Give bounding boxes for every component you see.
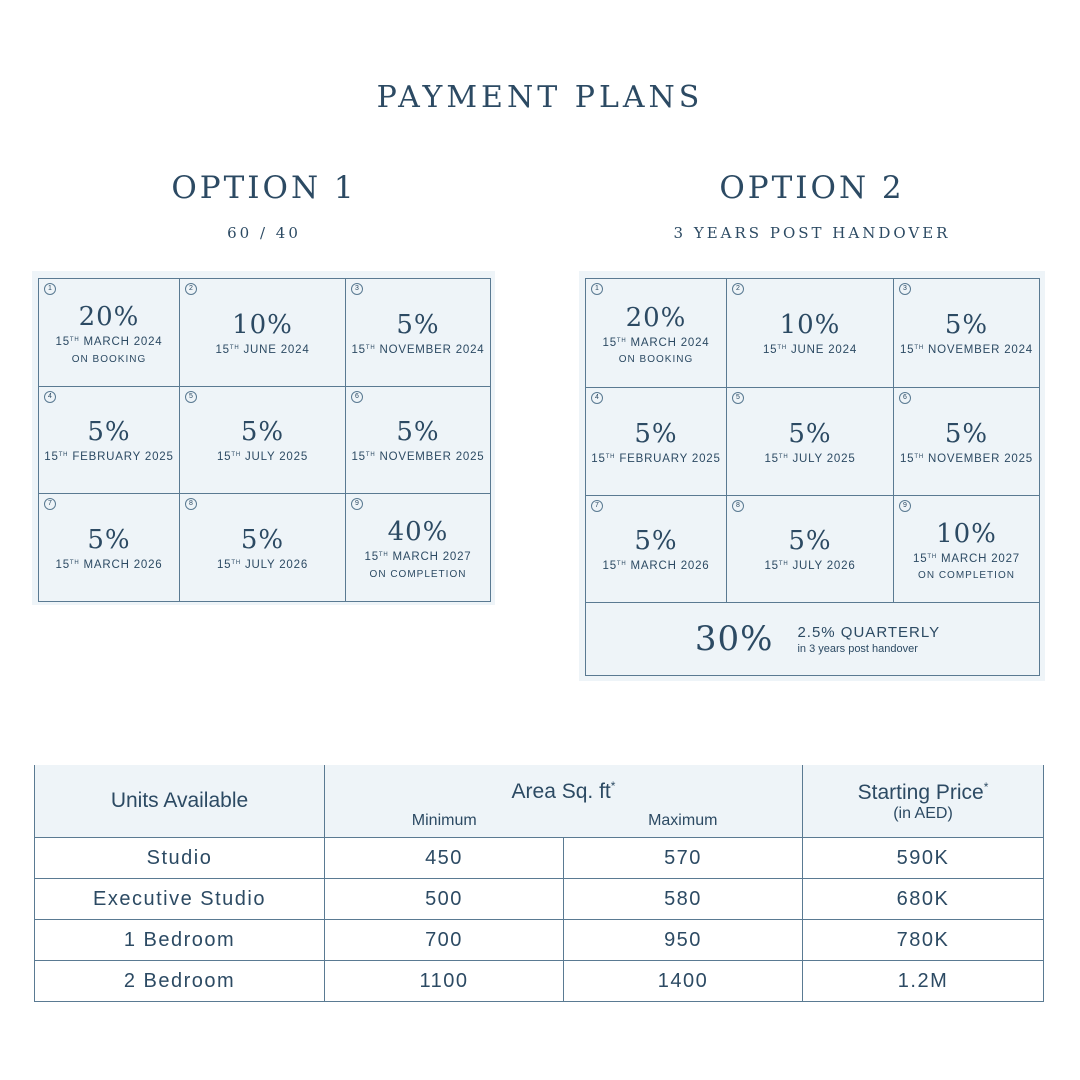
payment-cell [727,388,894,496]
starting-price-cell: 1.2M [803,961,1044,1002]
payment-ordinal: TH [69,337,80,344]
payment-note: ON COMPLETION [918,570,1015,582]
payment-percent: 5% [240,524,285,555]
payment-date [763,344,857,358]
payment-date [217,451,308,465]
payment-cell [727,496,894,603]
payment-cell [346,387,490,494]
payment-percent: 10% [779,310,841,341]
table-row [35,838,1044,879]
payment-ordinal: TH [69,559,80,566]
payment-day: 15 [764,560,779,573]
payment-percent: 5% [396,417,440,448]
payment-month-year: FEBRUARY 2025 [619,452,721,465]
payment-ordinal: TH [616,337,627,344]
payment-month-year: JULY 2025 [244,451,309,464]
payment-date [217,559,308,573]
step-number-badge: 4 [591,392,603,404]
table-row [35,961,1044,1002]
starting-price-header [803,765,1044,838]
payment-ordinal: TH [777,345,787,352]
payment-day: 15 [602,336,617,349]
step-number-badge: 3 [351,283,363,295]
payment-date [603,337,710,351]
payment-cell [586,279,727,388]
payment-percent: 5% [396,309,440,340]
payment-date [764,453,855,467]
payment-month-year: JULY 2026 [792,560,856,573]
payment-percent: 20% [78,302,140,333]
step-number-badge: 1 [591,283,603,295]
payment-ordinal: TH [229,344,240,351]
max-area-cell: 580 [564,879,803,920]
payment-ordinal: TH [778,453,789,460]
payment-ordinal: TH [365,344,376,351]
post-handover-percent: 30% [694,619,774,659]
starting-price-cell: 680K [803,879,1044,920]
unit-type-cell: Executive Studio [35,879,325,920]
unit-type-cell: 1 Bedroom [35,920,325,961]
step-number-badge: 9 [899,500,911,512]
max-area-cell: 1400 [564,961,803,1002]
option2-title: OPTION 2 [719,170,905,206]
option1-panel [32,271,495,605]
payment-day: 15 [216,558,232,571]
payment-cell [180,279,346,387]
payment-month-year: MARCH 2027 [392,551,472,564]
payment-day: 15 [602,560,617,573]
payment-date [764,560,855,574]
option1-subtitle: 60 / 40 [227,224,301,242]
payment-cell [346,494,490,601]
price-asterisk: * [983,779,989,794]
payment-ordinal: TH [605,453,616,460]
payment-percent: 5% [788,526,832,557]
payment-cell [894,279,1039,388]
max-area-cell: 570 [564,838,803,879]
table-row [35,879,1044,920]
area-header [325,765,803,805]
payment-day: 15 [351,451,366,464]
payment-date [215,344,309,358]
payment-date [351,344,484,358]
step-number-badge: 2 [185,283,197,295]
payment-day: 15 [764,452,779,465]
post-handover-cell [586,603,1039,675]
payment-day: 15 [216,451,232,464]
payment-month-year: JUNE 2024 [791,344,858,357]
post-handover-label: 2.5% QUARTERLY [797,623,941,641]
payment-cell [180,387,346,494]
payment-percent: 5% [240,417,285,448]
payment-date [351,451,484,465]
step-number-badge: 2 [732,283,744,295]
payment-month-year: NOVEMBER 2025 [379,451,485,464]
payment-ordinal: TH [365,452,376,459]
payment-month-year: NOVEMBER 2024 [928,344,1033,357]
payment-ordinal: TH [616,561,627,568]
payment-cell [586,496,727,603]
option2-grid [585,278,1040,676]
payment-percent: 5% [944,310,989,341]
starting-price-label: Starting Price [857,780,984,804]
payment-ordinal: TH [927,553,938,560]
payment-cell [39,387,180,494]
post-handover-subtext: in 3 years post handover [797,642,918,655]
payment-cell [39,494,180,601]
area-asterisk: * [610,779,616,793]
payment-month-year: JULY 2026 [244,558,309,571]
units-available-label: Units Available [110,789,249,812]
payment-date [56,336,163,350]
payment-note: ON BOOKING [618,354,694,366]
payment-percent: 5% [944,418,989,449]
payment-date [365,551,472,565]
payment-cell [586,388,727,496]
max-area-cell: 950 [564,920,803,961]
payment-month-year: NOVEMBER 2025 [928,452,1033,465]
payment-cell [894,388,1039,496]
step-number-badge: 7 [44,498,56,510]
payment-day: 15 [899,452,915,465]
payment-percent: 5% [87,524,131,555]
payment-date [591,453,720,467]
min-area-cell: 500 [325,879,564,920]
step-number-badge: 7 [591,500,603,512]
step-number-badge: 4 [44,391,56,403]
payment-day: 15 [44,451,59,464]
starting-price-cell: 590K [803,838,1044,879]
payment-date [603,560,710,574]
payment-ordinal: TH [58,452,69,459]
payment-date [44,451,173,465]
payment-day: 15 [351,343,366,356]
maximum-header: Maximum [564,805,803,838]
payment-date [913,553,1020,567]
payment-day: 15 [591,452,606,465]
payment-day: 15 [899,344,915,357]
payment-day: 15 [762,344,778,357]
payment-day: 15 [55,558,70,571]
step-number-badge: 6 [899,392,911,404]
payment-percent: 40% [387,517,449,548]
payment-note: ON BOOKING [71,353,147,365]
payment-cell [346,279,490,387]
unit-type-cell: Studio [35,838,325,879]
payment-date [900,344,1033,358]
payment-date [900,453,1033,467]
payment-day: 15 [55,336,70,349]
payment-percent: 10% [936,518,997,549]
step-number-badge: 1 [44,283,56,295]
payment-month-year: MARCH 2026 [630,560,710,573]
step-number-badge: 5 [185,391,197,403]
option2-panel [579,271,1045,681]
unit-type-cell: 2 Bedroom [35,961,325,1002]
payment-cell [180,494,346,601]
option1-grid [38,278,491,602]
payment-ordinal: TH [378,552,389,559]
payment-percent: 20% [625,302,687,333]
payment-ordinal: TH [231,559,241,566]
units-table [34,765,1044,1002]
option1-title: OPTION 1 [171,170,357,206]
payment-month-year: MARCH 2027 [941,552,1020,565]
payment-ordinal: TH [914,345,924,352]
payment-ordinal: TH [231,452,241,459]
step-number-badge: 8 [732,500,744,512]
min-area-cell: 700 [325,920,564,961]
step-number-badge: 9 [351,498,363,510]
payment-note: ON COMPLETION [369,568,467,580]
payment-month-year: JULY 2025 [792,452,856,465]
table-row [35,920,1044,961]
payment-percent: 5% [87,417,131,448]
payment-date [56,559,163,573]
payment-month-year: MARCH 2026 [83,558,163,571]
payment-month-year: NOVEMBER 2024 [379,343,485,356]
payment-ordinal: TH [778,561,789,568]
payment-month-year: FEBRUARY 2025 [72,451,174,464]
payment-day: 15 [913,552,928,565]
payment-day: 15 [364,551,379,564]
payment-cell [894,496,1039,603]
payment-percent: 5% [634,526,678,557]
payment-month-year: JUNE 2024 [243,343,310,356]
payment-month-year: MARCH 2024 [83,336,163,349]
payment-ordinal: TH [914,453,924,460]
payment-cell [727,279,894,388]
payment-percent: 5% [634,418,678,449]
price-unit-label: (in AED) [893,804,953,822]
option2-subtitle: 3 YEARS POST HANDOVER [673,224,951,242]
step-number-badge: 8 [185,498,197,510]
minimum-header: Minimum [325,805,564,838]
starting-price-cell: 780K [803,920,1044,961]
area-label: Area Sq. ft [511,780,611,803]
payment-percent: 5% [788,418,832,449]
payment-day: 15 [215,343,230,356]
page-title: PAYMENT PLANS [376,80,704,115]
step-number-badge: 5 [732,392,744,404]
post-handover-text [797,624,940,655]
step-number-badge: 6 [351,391,363,403]
payment-cell [39,279,180,387]
min-area-cell: 1100 [325,961,564,1002]
step-number-badge: 3 [899,283,911,295]
min-area-cell: 450 [325,838,564,879]
payment-percent: 10% [232,309,293,340]
units-available-header [35,765,325,838]
payment-month-year: MARCH 2024 [630,336,710,349]
